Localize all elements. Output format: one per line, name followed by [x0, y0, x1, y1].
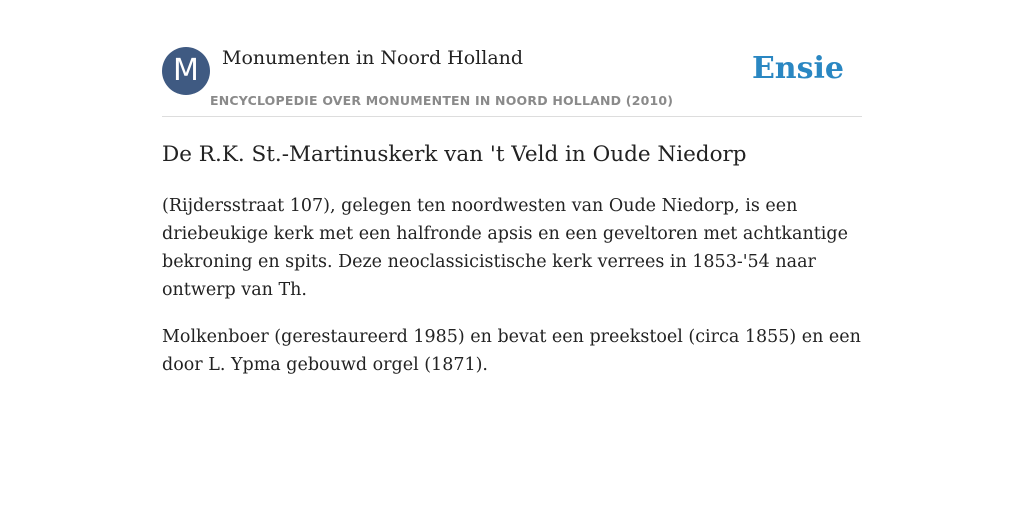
- article-title: De R.K. St.-Martinuskerk van 't Veld in Oude Niedorp: [162, 142, 747, 167]
- source-header: [162, 46, 862, 117]
- source-title[interactable]: Monumenten in Noord Holland: [222, 47, 524, 69]
- article-paragraph: (Rijdersstraat 107), gelegen ten noordwesten van Oude Niedorp, is een driebeukige kerk met een halfronde apsis en een geveltoren met achtkantige bekroning en spits. Deze neoclassicistische kerk verrees in 1853-'54 naar ontwerp van Th.: [162, 196, 848, 300]
- brand-logo[interactable]: Ensie: [751, 51, 844, 86]
- article-paragraph: Molkenboer (gerestaureerd 1985) en bevat een preekstoel (circa 1855) en een door L. Ypma gebouwd orgel (1871).: [162, 327, 861, 375]
- avatar[interactable]: M: [162, 47, 210, 95]
- article-body: [162, 192, 862, 398]
- source-subtitle: ENCYCLOPEDIE OVER MONUMENTEN IN NOORD HOLLAND (2010): [210, 93, 674, 108]
